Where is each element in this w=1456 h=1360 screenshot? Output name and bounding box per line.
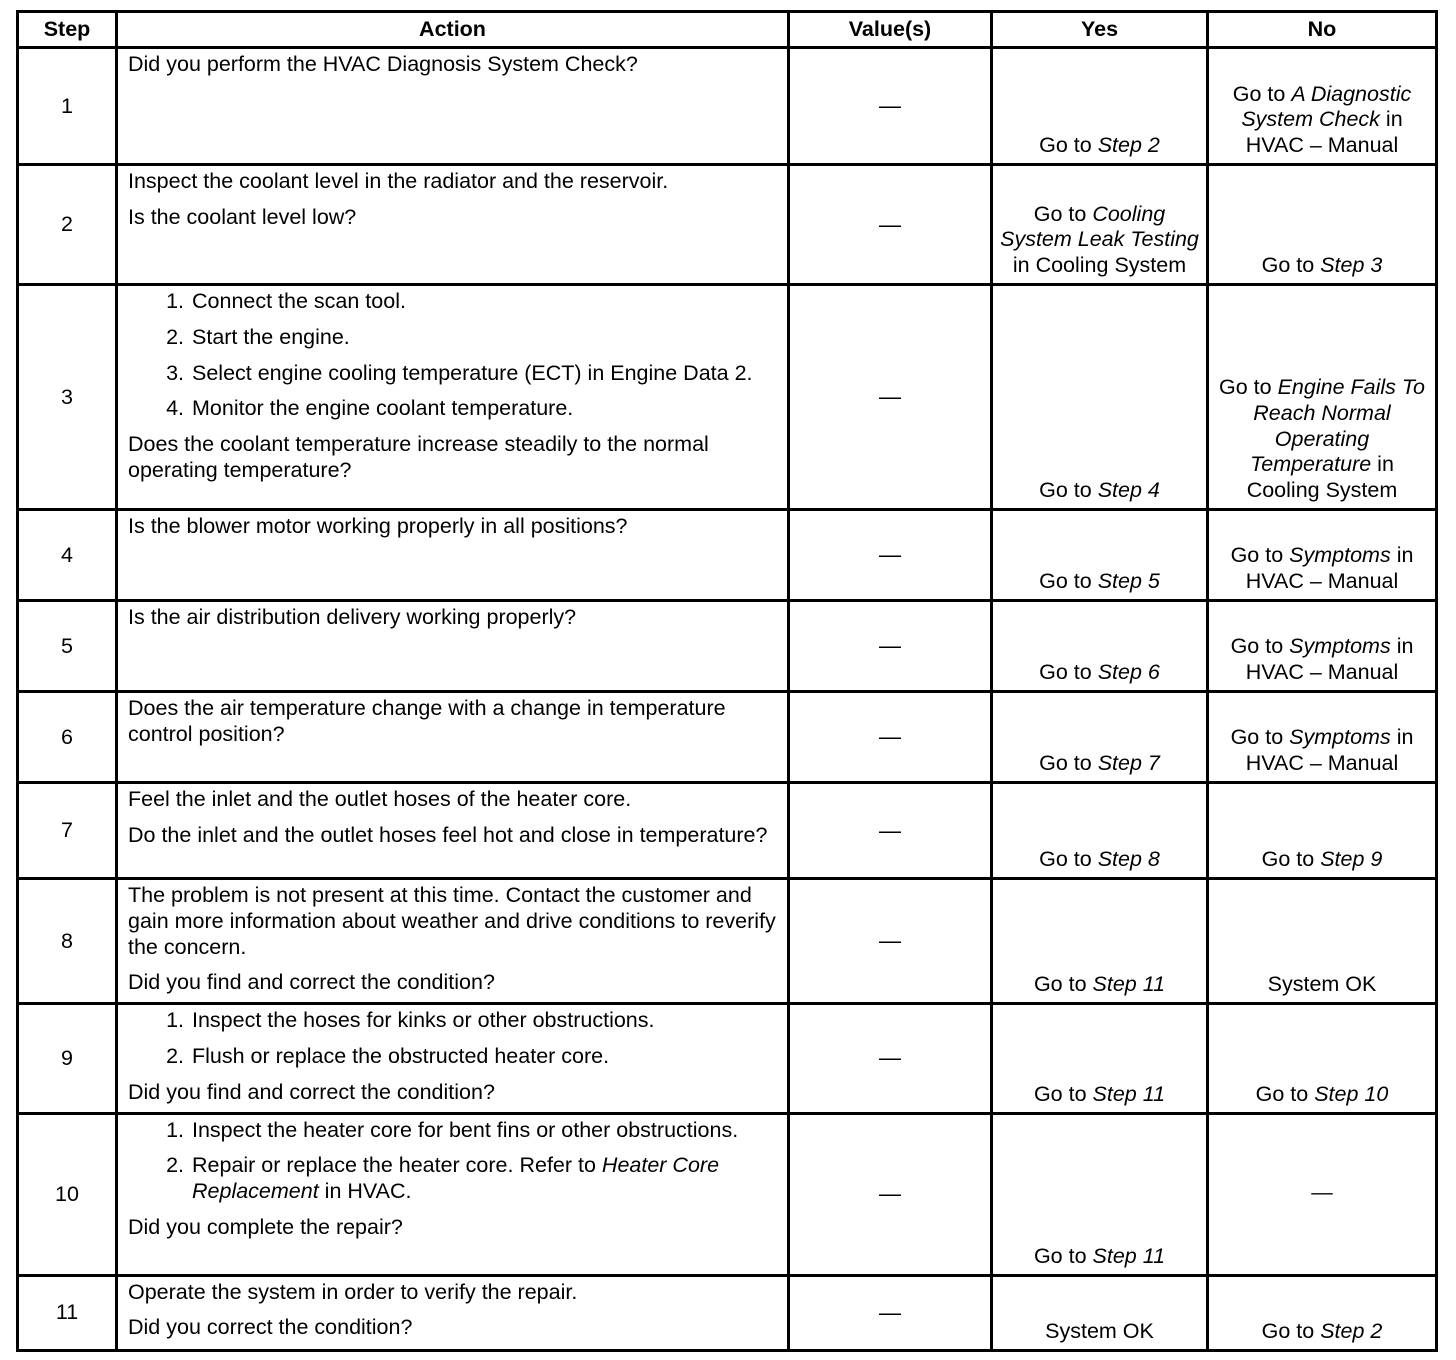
action-question: Did you find and correct the condition? [128, 970, 495, 995]
step-number: 8 [18, 879, 117, 1004]
no-ref: Step 2 [1320, 1318, 1383, 1343]
table-row [18, 48, 1437, 165]
no-cell: Go to A Diagnostic System Check in HVAC – Manual [1208, 48, 1437, 165]
yes-cell: Go to Step 6 [992, 601, 1208, 692]
yes-cell: Go to Step 4 [992, 285, 1208, 510]
yes-ref: Step 6 [1097, 660, 1160, 685]
yes-ref: Step 7 [1097, 751, 1160, 776]
action-text: Inspect the coolant level in the radiator and the reservoir. [128, 169, 669, 193]
step-number: 2 [18, 165, 117, 285]
table-row [18, 1275, 1437, 1350]
table-row [18, 1113, 1437, 1275]
step-number: 9 [18, 1004, 117, 1113]
no-ref: Step 9 [1320, 847, 1383, 872]
no-ref: Symptoms [1289, 543, 1391, 568]
list-item: 1. Inspect the heater core for bent fins or other obstructions. [166, 1117, 739, 1142]
no-cell: Go to Step 9 [1208, 783, 1437, 879]
value-cell: — [789, 1113, 992, 1275]
step-number: 11 [18, 1275, 117, 1350]
table-row [18, 601, 1437, 692]
yes-ref: Step 11 [1092, 1081, 1166, 1106]
yes-ref: Step 4 [1097, 478, 1160, 503]
yes-cell: Go to Step 7 [992, 692, 1208, 783]
action-question: Did you perform the HVAC Diagnosis System Check? [128, 52, 638, 76]
action-question: Did you find and correct the condition? [128, 1079, 495, 1104]
action-question: Does the air temperature change with a change in temperature control position? [128, 696, 726, 746]
no-ref: Symptoms [1289, 634, 1391, 659]
no-section: HVAC – Manual [1245, 660, 1399, 685]
no-ref: A Diagnostic System Check [1241, 81, 1412, 132]
value-cell: — [789, 1275, 992, 1350]
yes-cell: Go to Step 11 [992, 1004, 1208, 1113]
action-question: Did you complete the repair? [128, 1214, 403, 1239]
yes-cell: System OK [992, 1275, 1208, 1350]
action-question: Is the coolant level low? [128, 204, 357, 229]
table-row [18, 692, 1437, 783]
action-question: Does the coolant temperature increase steadily to the normal operating temperature? [128, 432, 709, 482]
no-cell: — [1208, 1113, 1437, 1275]
no-ref: Engine Fails To Reach Normal Operating Temperature [1250, 375, 1425, 477]
action-cell [117, 1275, 789, 1350]
step-number: 10 [18, 1113, 117, 1275]
value-cell: — [789, 285, 992, 510]
yes-cell: Go to Step 11 [992, 879, 1208, 1004]
yes-ref: Step 8 [1097, 847, 1160, 872]
header-values: Value(s) [789, 12, 992, 48]
diagnostic-table [16, 10, 1438, 1352]
yes-ref: Step 5 [1097, 569, 1160, 594]
yes-ref: Cooling System Leak Testing [1000, 201, 1199, 252]
no-cell: Go to Symptoms in HVAC – Manual [1208, 510, 1437, 601]
yes-section: Cooling System [1035, 253, 1187, 278]
table-row [18, 879, 1437, 1004]
action-cell [117, 601, 789, 692]
no-cell: System OK [1208, 879, 1437, 1004]
no-section: Cooling System [1246, 478, 1398, 503]
table-row [18, 285, 1437, 510]
header-step: Step [18, 12, 117, 48]
list-item: 3. Select engine cooling temperature (ECT) in Engine Data 2. [166, 360, 753, 385]
action-cell [117, 783, 789, 879]
step-number: 1 [18, 48, 117, 165]
value-cell: — [789, 692, 992, 783]
table-row [18, 510, 1437, 601]
action-question: Is the air distribution delivery working properly? [128, 605, 577, 629]
value-cell: — [789, 879, 992, 1004]
yes-cell: Go to Step 11 [992, 1113, 1208, 1275]
value-cell: — [789, 510, 992, 601]
value-cell: — [789, 1004, 992, 1113]
action-question: Did you correct the condition? [128, 1315, 413, 1340]
action-cell [117, 1004, 789, 1113]
yes-cell: Go to Cooling System Leak Testing in Cooling System [992, 165, 1208, 285]
no-cell: Go to Step 3 [1208, 165, 1437, 285]
table-row [18, 1004, 1437, 1113]
action-text: Feel the inlet and the outlet hoses of the heater core. [128, 787, 632, 811]
list-item: 2. Start the engine. [166, 324, 350, 349]
table-row [18, 165, 1437, 285]
value-cell: — [789, 601, 992, 692]
action-cell [117, 692, 789, 783]
step-number: 4 [18, 510, 117, 601]
action-cell [117, 879, 789, 1004]
step-number: 3 [18, 285, 117, 510]
action-cell [117, 165, 789, 285]
value-cell: — [789, 783, 992, 879]
step-number: 5 [18, 601, 117, 692]
yes-ref: Step 11 [1092, 1243, 1166, 1268]
yes-ref: Step 11 [1092, 972, 1166, 997]
header-yes: Yes [992, 12, 1208, 48]
action-text: Operate the system in order to verify the repair. [128, 1279, 578, 1304]
yes-cell: Go to Step 5 [992, 510, 1208, 601]
step-number: 6 [18, 692, 117, 783]
action-question: Is the blower motor working properly in all positions? [128, 514, 628, 538]
value-cell: — [789, 165, 992, 285]
no-cell: Go to Engine Fails To Reach Normal Operating Temperature in Cooling System [1208, 285, 1437, 510]
action-question: Do the inlet and the outlet hoses feel hot and close in temperature? [128, 822, 768, 847]
list-item: 1. Inspect the hoses for kinks or other obstructions. [166, 1008, 655, 1033]
yes-cell: Go to Step 2 [992, 48, 1208, 165]
no-ref: Step 3 [1320, 253, 1383, 278]
table-row [18, 783, 1437, 879]
header-row [18, 12, 1437, 48]
action-cell [117, 285, 789, 510]
heater-core-ref: Heater Core Replacement [192, 1153, 720, 1204]
no-section: HVAC – Manual [1245, 133, 1399, 158]
no-ref: Symptoms [1289, 725, 1391, 750]
no-section: HVAC – Manual [1245, 569, 1399, 594]
header-no: No [1208, 12, 1437, 48]
action-cell [117, 48, 789, 165]
value-cell: — [789, 48, 992, 165]
list-item: 1. Connect the scan tool. [166, 289, 406, 313]
step-number: 7 [18, 783, 117, 879]
action-cell [117, 1113, 789, 1275]
no-cell: Go to Step 2 [1208, 1275, 1437, 1350]
list-item: 2. Repair or replace the heater core. Refer to Heater Core Replacement in HVAC. [166, 1153, 720, 1204]
no-cell: Go to Symptoms in HVAC – Manual [1208, 601, 1437, 692]
action-text: The problem is not present at this time. Contact the customer and gain more information about weather and drive conditions to reverify the concern. [128, 883, 776, 959]
list-item: 4. Monitor the engine coolant temperature. [166, 396, 574, 421]
no-section: HVAC – Manual [1245, 751, 1399, 776]
yes-cell: Go to Step 8 [992, 783, 1208, 879]
no-cell: Go to Symptoms in HVAC – Manual [1208, 692, 1437, 783]
no-ref: Step 10 [1314, 1081, 1389, 1106]
yes-ref: Step 2 [1097, 133, 1160, 158]
list-item: 2. Flush or replace the obstructed heater core. [166, 1043, 610, 1068]
action-cell [117, 510, 789, 601]
header-action: Action [117, 12, 789, 48]
no-cell: Go to Step 10 [1208, 1004, 1437, 1113]
